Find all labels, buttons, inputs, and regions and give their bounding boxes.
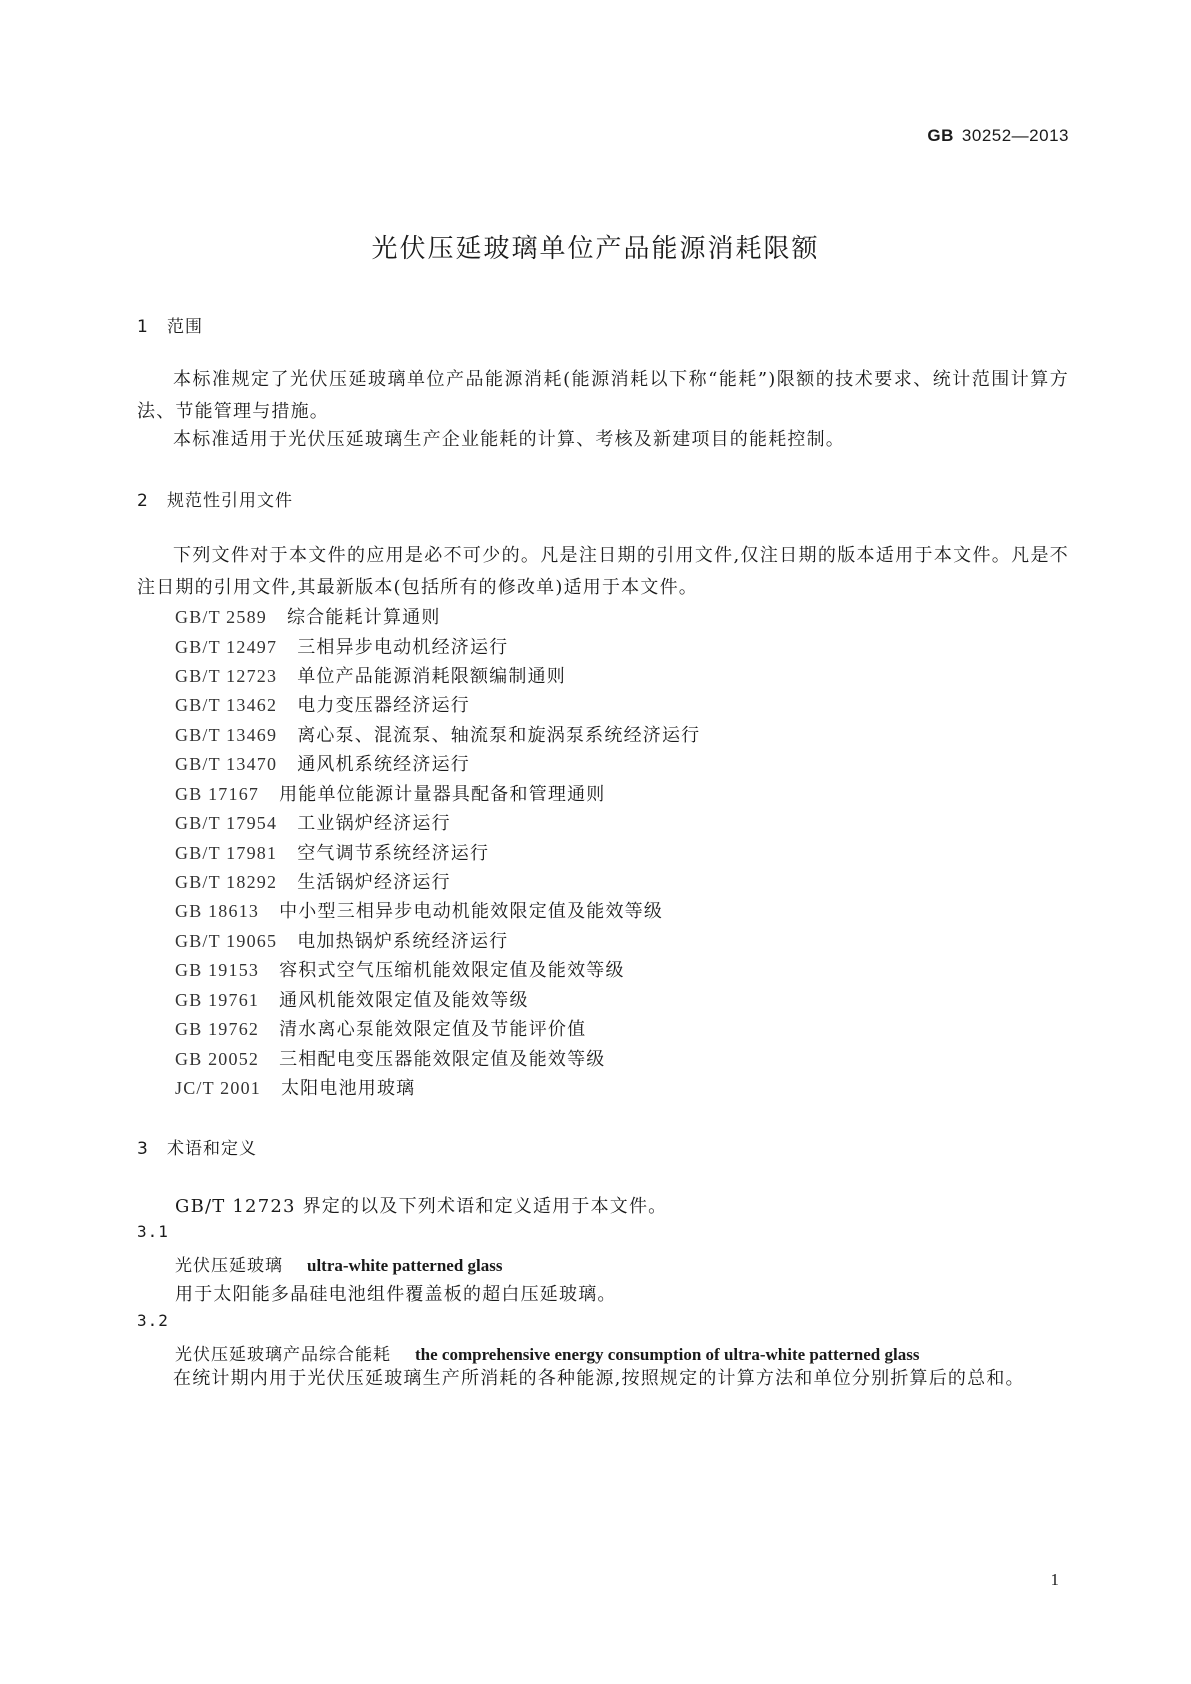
reference-code: GB/T 17981 [175, 843, 278, 863]
reference-code: GB/T 19065 [175, 931, 278, 951]
term-english: the comprehensive energy consumption of ultra-white patterned glass [415, 1345, 920, 1364]
reference-name: 容积式空气压缩机能效限定值及能效等级 [279, 960, 625, 981]
reference-item [175, 809, 451, 835]
reference-name: 离心泵、混流泵、轴流泵和旋涡泵系统经济运行 [297, 725, 701, 746]
reference-item [175, 750, 470, 776]
reference-item [175, 1074, 415, 1100]
page-number: 1 [1050, 1570, 1059, 1589]
term-definition: 在统计期内用于光伏压延玻璃生产所消耗的各种能源,按照规定的计算方法和单位分别折算后的总和。 [173, 1368, 1025, 1389]
reference-item [175, 927, 508, 953]
section-title: 术语和定义 [167, 1139, 257, 1159]
reference-code: GB/T 18292 [175, 872, 278, 892]
section-number: 3 [137, 1139, 149, 1159]
reference-name: 太阳电池用玻璃 [280, 1078, 416, 1099]
standard-prefix: GB [927, 126, 954, 145]
reference-name: 综合能耗计算通则 [286, 607, 441, 628]
reference-name: 中小型三相异步电动机能效限定值及能效等级 [279, 901, 664, 922]
section-heading-scope [137, 312, 203, 337]
reference-name: 空气调节系统经济运行 [297, 843, 490, 864]
section-number: 1 [137, 317, 149, 337]
reference-code: GB/T 17954 [175, 813, 278, 833]
term-definition: 用于太阳能多晶硅电池组件覆盖板的超白压延玻璃。 [175, 1284, 617, 1305]
section-number: 2 [137, 491, 149, 511]
section-heading-normative-references [137, 486, 293, 511]
reference-item [175, 633, 508, 659]
reference-code: GB/T 13469 [175, 725, 278, 745]
reference-name: 三相异步电动机经济运行 [297, 637, 509, 658]
reference-name: 电力变压器经济运行 [297, 695, 470, 716]
scope-paragraph-2: 本标准适用于光伏压延玻璃生产企业能耗的计算、考核及新建项目的能耗控制。 [173, 429, 845, 450]
reference-code: GB/T 12497 [175, 637, 278, 657]
reference-code: GB/T 13470 [175, 754, 278, 774]
reference-name: 电加热锅炉系统经济运行 [297, 931, 509, 952]
section-heading-terms-definitions [137, 1134, 257, 1159]
scope-paragraph-1: 本标准规定了光伏压延玻璃单位产品能源消耗(能源消耗以下称“能耗”)限额的技术要求、统计范围计算方法、节能管理与措施。 [137, 369, 1069, 422]
reference-name: 清水离心泵能效限定值及节能评价值 [279, 1019, 587, 1040]
reference-item [175, 986, 529, 1012]
reference-item [175, 1015, 586, 1041]
term-number: 3.2 [137, 1311, 169, 1330]
reference-item [175, 897, 663, 923]
reference-item [175, 780, 606, 806]
reference-code: JC/T 2001 [175, 1078, 261, 1098]
reference-name: 单位产品能源消耗限额编制通则 [297, 666, 566, 687]
reference-name: 工业锅炉经济运行 [297, 813, 451, 834]
reference-code: GB 17167 [175, 784, 260, 804]
reference-code: GB/T 12723 [175, 666, 278, 686]
references-intro: 下列文件对于本文件的应用是必不可少的。凡是注日期的引用文件,仅注日期的版本适用于本文件。凡是不注日期的引用文件,其最新版本(包括所有的修改单)适用于本文件。 [137, 545, 1069, 598]
reference-code: GB 19762 [175, 1019, 260, 1039]
reference-item [175, 868, 451, 894]
reference-code: GB/T 2589 [175, 607, 267, 627]
term-chinese: 光伏压延玻璃 [175, 1256, 283, 1276]
term-english: ultra-white patterned glass [307, 1256, 503, 1275]
reference-code: GB/T 13462 [175, 695, 278, 715]
term-number: 3.1 [137, 1222, 169, 1241]
reference-code: GB 19761 [175, 990, 260, 1010]
section-title: 规范性引用文件 [167, 491, 293, 511]
reference-item [175, 956, 625, 982]
standard-number: 30252—2013 [961, 126, 1069, 145]
document-title: 光伏压延玻璃单位产品能源消耗限额 [371, 234, 820, 264]
section-title: 范围 [167, 317, 203, 337]
reference-code: GB 18613 [175, 901, 260, 921]
standard-code [927, 126, 1069, 146]
reference-code: GB 19153 [175, 960, 260, 980]
reference-item [175, 839, 489, 865]
reference-name: 通风机能效限定值及能效等级 [279, 990, 529, 1011]
reference-item [175, 662, 566, 688]
term-entry [175, 1251, 502, 1276]
reference-item [175, 691, 470, 717]
reference-name: 用能单位能源计量器具配备和管理通则 [279, 784, 606, 805]
terms-intro: GB/T 12723 界定的以及下列术语和定义适用于本文件。 [175, 1196, 668, 1217]
reference-name: 三相配电变压器能效限定值及能效等级 [279, 1049, 606, 1070]
reference-item [175, 603, 441, 629]
term-entry [175, 1340, 919, 1365]
reference-name: 通风机系统经济运行 [297, 754, 470, 775]
reference-item [175, 721, 700, 747]
term-chinese: 光伏压延玻璃产品综合能耗 [175, 1345, 391, 1365]
reference-item [175, 1045, 606, 1071]
reference-code: GB 20052 [175, 1049, 260, 1069]
reference-name: 生活锅炉经济运行 [297, 872, 451, 893]
